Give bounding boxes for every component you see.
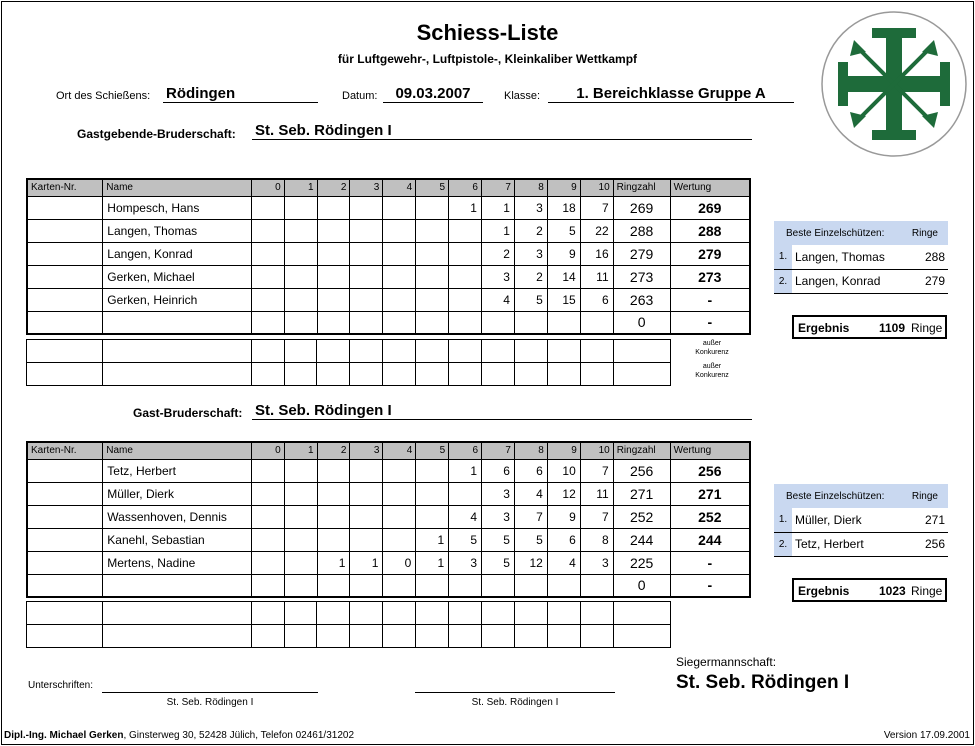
score-cell[interactable]: 5 (514, 288, 547, 311)
score-cell[interactable] (317, 311, 350, 334)
table-row (27, 482, 750, 505)
footer-address: , Ginsterweg 30, 52428 Jülich, Telefon 02461/31202 (123, 730, 355, 741)
score-cell[interactable]: 5 (547, 219, 580, 242)
best-ringe: 271 (903, 508, 948, 532)
name-cell[interactable]: Kanehl, Sebastian (103, 528, 252, 551)
table-row (27, 196, 750, 219)
ringzahl-cell: 0 (613, 311, 670, 334)
score-cell[interactable]: 3 (482, 505, 515, 528)
name-cell[interactable] (103, 574, 252, 597)
table-row (27, 311, 750, 334)
table-header-row (27, 442, 750, 459)
score-cell[interactable]: 2 (514, 265, 547, 288)
wertung-cell: - (670, 551, 750, 574)
ringzahl-cell: 252 (613, 505, 670, 528)
score-cell[interactable] (416, 265, 449, 288)
score-cell[interactable] (317, 265, 350, 288)
score-cell[interactable]: 11 (580, 265, 613, 288)
column-header: Ringzahl (613, 179, 670, 196)
score-cell[interactable] (416, 196, 449, 219)
score-cell[interactable] (547, 311, 580, 334)
score-cell[interactable]: 1 (416, 551, 449, 574)
ausser-konkurrenz-label: außer Konkurenz (695, 340, 729, 356)
score-cell[interactable]: 3 (580, 551, 613, 574)
datum-label: Datum: (342, 90, 378, 102)
score-cell[interactable]: 14 (547, 265, 580, 288)
score-cell[interactable] (449, 311, 482, 334)
host-name-field[interactable]: St. Seb. Rödingen I (252, 122, 752, 140)
wertung-cell: - (670, 574, 750, 597)
guest-extra-table (26, 601, 671, 648)
guest-best-table (774, 484, 948, 557)
score-cell[interactable]: 5 (449, 528, 482, 551)
host-ergebnis-box (792, 315, 947, 339)
score-cell[interactable] (284, 505, 317, 528)
score-cell[interactable] (284, 459, 317, 482)
score-cell[interactable]: 1 (481, 196, 514, 219)
score-cell[interactable] (317, 219, 350, 242)
score-cell[interactable] (383, 528, 416, 551)
score-cell[interactable]: 3 (514, 242, 547, 265)
score-cell[interactable]: 1 (449, 459, 482, 482)
winner-label: Siegermannschaft: (676, 655, 777, 669)
best-name: Tetz, Herbert (792, 532, 903, 556)
score-cell[interactable] (251, 574, 284, 597)
score-cell[interactable]: 1 (317, 551, 350, 574)
score-cell[interactable]: 16 (580, 242, 613, 265)
column-header: 1 (284, 442, 317, 459)
logo-emblem (820, 10, 968, 158)
column-header: 6 (449, 179, 482, 196)
column-header: 5 (416, 442, 449, 459)
table-row (27, 505, 750, 528)
ergebnis-label: Ergebnis (798, 321, 850, 335)
datum-field[interactable]: 09.03.2007 (383, 85, 483, 103)
wertung-cell: 288 (670, 219, 750, 242)
name-cell[interactable]: Langen, Konrad (103, 242, 252, 265)
score-cell[interactable] (284, 574, 317, 597)
host-label: Gastgebende-Bruderschaft: (77, 127, 236, 141)
score-cell[interactable] (317, 288, 350, 311)
wertung-cell: 271 (670, 482, 750, 505)
score-cell[interactable] (383, 265, 416, 288)
score-cell[interactable] (350, 242, 383, 265)
score-cell[interactable]: 4 (481, 288, 514, 311)
ringzahl-cell: 279 (613, 242, 670, 265)
guest-name-field[interactable]: St. Seb. Rödingen I (252, 402, 752, 420)
ringzahl-cell: 263 (613, 288, 670, 311)
winner-name: St. Seb. Rödingen I (676, 672, 850, 693)
score-cell[interactable]: 6 (482, 459, 515, 482)
ergebnis-unit: Ringe (911, 321, 943, 335)
score-cell[interactable]: 5 (514, 528, 547, 551)
name-cell[interactable]: Wassenhoven, Dennis (103, 505, 252, 528)
score-cell[interactable]: 3 (482, 482, 515, 505)
score-cell[interactable] (449, 288, 482, 311)
column-header: Wertung (670, 442, 750, 459)
best-ringe: 288 (903, 245, 948, 269)
score-cell[interactable]: 5 (482, 528, 515, 551)
score-cell[interactable]: 4 (514, 482, 547, 505)
score-cell[interactable] (251, 482, 284, 505)
host-extra-table (26, 339, 671, 386)
score-cell[interactable] (284, 196, 317, 219)
score-cell[interactable] (383, 482, 416, 505)
best-name: Langen, Thomas (792, 245, 903, 269)
score-cell[interactable] (383, 505, 416, 528)
karten-nr-cell[interactable] (27, 196, 103, 219)
score-cell[interactable]: 11 (580, 482, 613, 505)
score-cell[interactable]: 4 (449, 505, 482, 528)
score-cell[interactable] (416, 311, 449, 334)
signature-caption-1: St. Seb. Rödingen I (166, 697, 254, 708)
karten-nr-cell[interactable] (27, 311, 103, 334)
page-subtitle: für Luftgewehr-, Luftpistole-, Kleinkaliber Wettkampf (337, 52, 638, 66)
best-ringe: 256 (903, 532, 948, 556)
table-row (27, 219, 750, 242)
column-header: 4 (383, 179, 416, 196)
column-header: Wertung (670, 179, 750, 196)
ort-label: Ort des Schießens: (56, 90, 151, 102)
score-cell[interactable] (317, 242, 350, 265)
score-cell[interactable] (481, 311, 514, 334)
score-cell[interactable] (350, 528, 383, 551)
best-row: 2. Langen, Konrad 279 (774, 269, 948, 293)
ergebnis-value: 1109 (879, 321, 906, 335)
ringzahl-cell: 269 (613, 196, 670, 219)
score-cell[interactable] (514, 574, 547, 597)
score-cell[interactable] (251, 242, 284, 265)
score-cell[interactable] (317, 528, 350, 551)
score-cell[interactable]: 9 (547, 505, 580, 528)
score-cell[interactable] (317, 574, 350, 597)
host-score-table (26, 178, 751, 335)
table-header-row (27, 179, 750, 196)
column-header: 9 (547, 179, 580, 196)
ausser-konkurrenz-label: außer Konkurenz (695, 363, 729, 379)
ringzahl-cell: 271 (613, 482, 670, 505)
score-cell[interactable] (284, 311, 317, 334)
score-cell[interactable] (350, 196, 383, 219)
table-row (27, 551, 750, 574)
wertung-cell: 244 (670, 528, 750, 551)
ort-field[interactable]: Rödingen (163, 85, 318, 103)
score-cell[interactable]: 7 (514, 505, 547, 528)
ringzahl-cell: 273 (613, 265, 670, 288)
ringzahl-cell: 0 (613, 574, 670, 597)
score-cell[interactable] (251, 528, 284, 551)
score-cell[interactable] (317, 459, 350, 482)
best-row: 1. Langen, Thomas 288 (774, 245, 948, 269)
name-cell[interactable]: Müller, Dierk (103, 482, 252, 505)
klasse-label: Klasse: (504, 90, 541, 102)
column-header: 7 (481, 179, 514, 196)
score-cell[interactable] (350, 311, 383, 334)
best-name: Müller, Dierk (792, 508, 903, 532)
footer-author: Dipl.-Ing. Michael Gerken (4, 730, 124, 741)
score-cell[interactable]: 1 (481, 219, 514, 242)
score-cell[interactable]: 10 (547, 459, 580, 482)
score-cell[interactable] (416, 219, 449, 242)
score-cell[interactable] (350, 574, 383, 597)
score-cell[interactable] (350, 219, 383, 242)
score-cell[interactable]: 1 (416, 528, 449, 551)
score-cell[interactable] (317, 505, 350, 528)
column-header: 4 (383, 442, 416, 459)
score-cell[interactable]: 5 (482, 551, 515, 574)
karten-nr-cell[interactable] (27, 219, 103, 242)
best-row: 1. Müller, Dierk 271 (774, 508, 948, 532)
score-cell[interactable] (251, 505, 284, 528)
score-cell[interactable] (350, 288, 383, 311)
score-cell[interactable] (416, 242, 449, 265)
score-cell[interactable] (416, 574, 449, 597)
score-cell[interactable] (284, 482, 317, 505)
signature-line-2[interactable] (415, 678, 615, 693)
column-header: Karten-Nr. (27, 442, 103, 459)
table-row (27, 265, 750, 288)
column-header: Name (103, 442, 252, 459)
name-cell[interactable]: Mertens, Nadine (103, 551, 252, 574)
ringzahl-cell: 244 (613, 528, 670, 551)
table-row (27, 459, 750, 482)
signature-caption-2: St. Seb. Rödingen I (471, 697, 559, 708)
score-cell[interactable] (350, 459, 383, 482)
score-cell[interactable] (251, 459, 284, 482)
column-header: 2 (317, 442, 350, 459)
score-cell[interactable] (514, 311, 547, 334)
column-header: 3 (350, 442, 383, 459)
best-header-ringe: Ringe (903, 221, 948, 245)
score-cell[interactable] (251, 311, 284, 334)
guest-score-table (26, 441, 751, 598)
wertung-cell: 279 (670, 242, 750, 265)
column-header: 8 (514, 179, 547, 196)
score-cell[interactable]: 3 (449, 551, 482, 574)
ergebnis-unit: Ringe (911, 584, 943, 598)
name-cell[interactable]: Tetz, Herbert (103, 459, 252, 482)
score-cell[interactable] (416, 482, 449, 505)
karten-nr-cell[interactable] (27, 459, 103, 482)
column-header: Name (103, 179, 252, 196)
score-cell[interactable]: 12 (514, 551, 547, 574)
karten-nr-cell[interactable] (27, 528, 103, 551)
score-cell[interactable] (251, 196, 284, 219)
score-cell[interactable]: 22 (580, 219, 613, 242)
score-cell[interactable]: 7 (580, 459, 613, 482)
table-row (27, 528, 750, 551)
score-cell[interactable] (317, 482, 350, 505)
score-cell[interactable]: 18 (547, 196, 580, 219)
wertung-cell: 269 (670, 196, 750, 219)
score-cell[interactable]: 6 (514, 459, 547, 482)
table-row (27, 288, 750, 311)
score-cell[interactable]: 7 (580, 505, 613, 528)
column-header: 6 (449, 442, 482, 459)
score-cell[interactable] (383, 196, 416, 219)
column-header: 10 (580, 442, 613, 459)
score-cell[interactable] (350, 265, 383, 288)
karten-nr-cell[interactable] (27, 265, 103, 288)
karten-nr-cell[interactable] (27, 505, 103, 528)
ergebnis-label: Ergebnis (798, 584, 850, 598)
score-cell[interactable] (383, 219, 416, 242)
score-cell[interactable] (284, 288, 317, 311)
best-ringe: 279 (903, 269, 948, 293)
score-cell[interactable] (251, 288, 284, 311)
score-cell[interactable] (350, 482, 383, 505)
score-cell[interactable] (284, 219, 317, 242)
score-cell[interactable] (416, 288, 449, 311)
score-cell[interactable] (547, 574, 580, 597)
column-header: 10 (580, 179, 613, 196)
signature-line-1[interactable] (102, 678, 318, 693)
score-cell[interactable] (383, 242, 416, 265)
score-cell[interactable] (284, 528, 317, 551)
best-name: Langen, Konrad (792, 269, 903, 293)
score-cell[interactable] (284, 265, 317, 288)
score-cell[interactable]: 4 (547, 551, 580, 574)
score-cell[interactable] (383, 311, 416, 334)
guest-label: Gast-Bruderschaft: (133, 406, 243, 420)
wertung-cell: - (670, 311, 750, 334)
name-cell[interactable]: Gerken, Heinrich (103, 288, 252, 311)
column-header: 7 (482, 442, 515, 459)
name-cell[interactable]: Hompesch, Hans (103, 196, 252, 219)
wertung-cell: 273 (670, 265, 750, 288)
score-cell[interactable] (284, 551, 317, 574)
wertung-cell: 252 (670, 505, 750, 528)
score-cell[interactable]: 9 (547, 242, 580, 265)
name-cell[interactable]: Gerken, Michael (103, 265, 252, 288)
column-header: 2 (317, 179, 350, 196)
score-cell[interactable] (580, 311, 613, 334)
score-cell[interactable] (317, 196, 350, 219)
score-cell[interactable]: 15 (547, 288, 580, 311)
column-header: Ringzahl (613, 442, 670, 459)
score-cell[interactable] (383, 288, 416, 311)
score-cell[interactable]: 7 (580, 196, 613, 219)
signatures-label: Unterschriften: (28, 680, 94, 691)
column-header: Karten-Nr. (27, 179, 103, 196)
best-header-title: Beste Einzelschützen: (774, 221, 903, 245)
column-header: 0 (251, 179, 284, 196)
score-cell[interactable] (449, 574, 482, 597)
column-header: 5 (416, 179, 449, 196)
ergebnis-value: 1023 (879, 584, 906, 598)
karten-nr-cell[interactable] (27, 551, 103, 574)
score-cell[interactable] (251, 219, 284, 242)
wertung-cell: - (670, 288, 750, 311)
score-cell[interactable] (580, 574, 613, 597)
karten-nr-cell[interactable] (27, 288, 103, 311)
host-best-table (774, 221, 948, 294)
column-header: 3 (350, 179, 383, 196)
score-cell[interactable] (449, 219, 482, 242)
column-header: 0 (251, 442, 284, 459)
table-row (27, 242, 750, 265)
score-cell[interactable]: 0 (383, 551, 416, 574)
best-row: 2. Tetz, Herbert 256 (774, 532, 948, 556)
ringzahl-cell: 225 (613, 551, 670, 574)
column-header: 1 (284, 179, 317, 196)
score-cell[interactable]: 3 (481, 265, 514, 288)
score-cell[interactable]: 6 (547, 528, 580, 551)
score-cell[interactable] (416, 505, 449, 528)
karten-nr-cell[interactable] (27, 482, 103, 505)
karten-nr-cell[interactable] (27, 574, 103, 597)
score-cell[interactable] (350, 505, 383, 528)
score-cell[interactable]: 2 (514, 219, 547, 242)
score-cell[interactable] (383, 574, 416, 597)
score-cell[interactable]: 12 (547, 482, 580, 505)
klasse-field[interactable]: 1. Bereichklasse Gruppe A (548, 85, 794, 103)
score-cell[interactable]: 3 (514, 196, 547, 219)
score-cell[interactable] (449, 265, 482, 288)
column-header: 8 (514, 442, 547, 459)
wertung-cell: 256 (670, 459, 750, 482)
score-cell[interactable] (482, 574, 515, 597)
column-header: 9 (547, 442, 580, 459)
score-cell[interactable] (449, 482, 482, 505)
page-title: Schiess-Liste (416, 20, 559, 45)
score-cell[interactable] (449, 242, 482, 265)
score-cell[interactable]: 1 (350, 551, 383, 574)
best-header-title: Beste Einzelschützen: (774, 484, 903, 508)
table-row (27, 574, 750, 597)
name-cell[interactable]: Langen, Thomas (103, 219, 252, 242)
ringzahl-cell: 256 (613, 459, 670, 482)
score-cell[interactable] (416, 459, 449, 482)
karten-nr-cell[interactable] (27, 242, 103, 265)
footer-version: Version 17.09.2001 (883, 730, 970, 741)
guest-ergebnis-box (792, 578, 947, 602)
score-cell[interactable]: 2 (481, 242, 514, 265)
score-cell[interactable] (251, 265, 284, 288)
best-header-ringe: Ringe (903, 484, 948, 508)
score-cell[interactable] (383, 459, 416, 482)
score-cell[interactable]: 6 (580, 288, 613, 311)
score-cell[interactable]: 8 (580, 528, 613, 551)
footer-author-line (4, 730, 354, 741)
score-cell[interactable]: 1 (449, 196, 482, 219)
score-cell[interactable] (284, 242, 317, 265)
name-cell[interactable] (103, 311, 252, 334)
ringzahl-cell: 288 (613, 219, 670, 242)
score-cell[interactable] (251, 551, 284, 574)
